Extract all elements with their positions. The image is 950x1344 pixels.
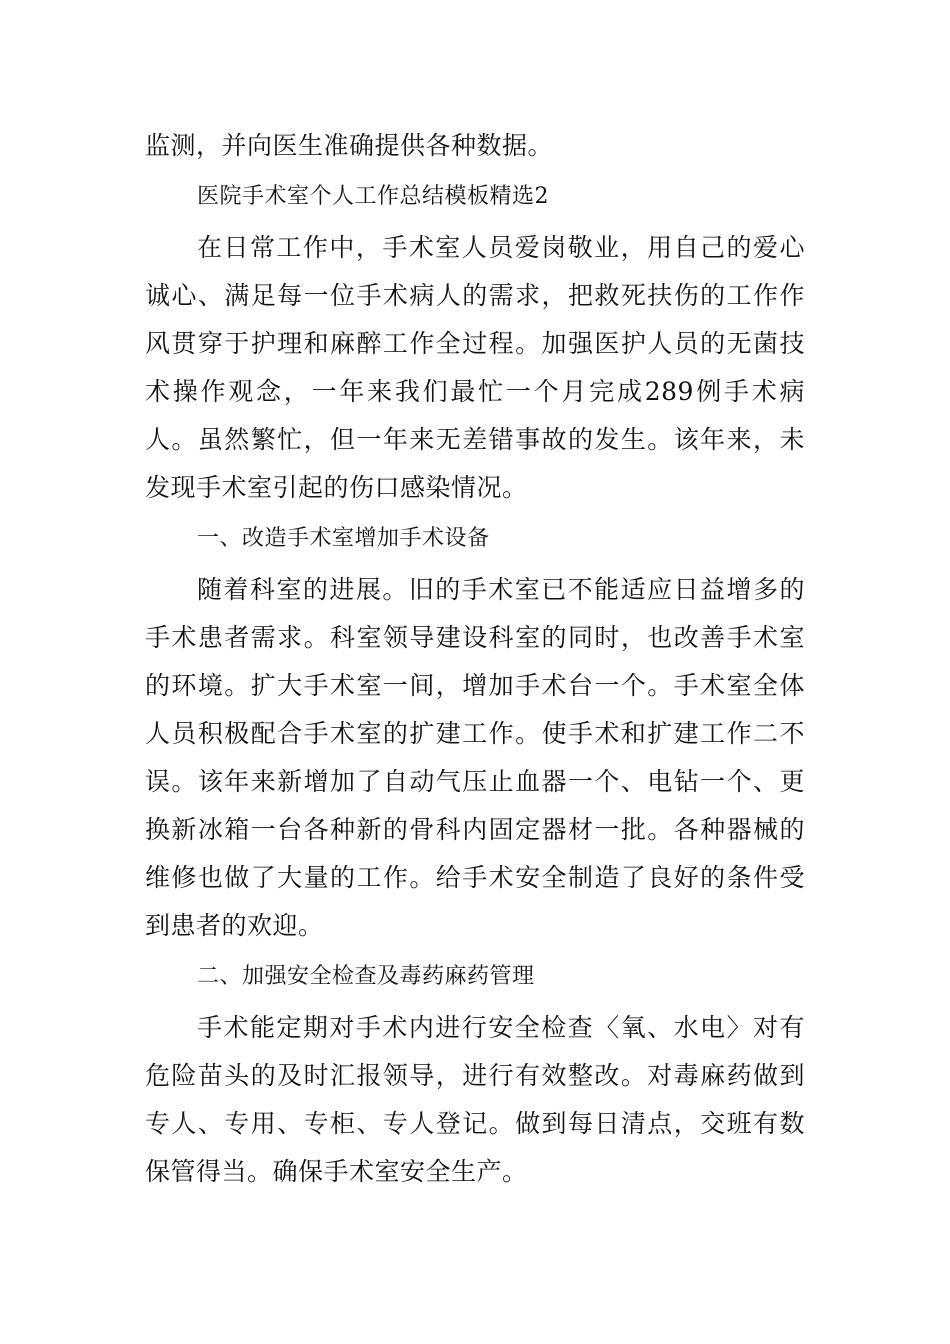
paragraph-section-2: 手术能定期对手术内进行安全检查〈氧、水电〉对有危险苗头的及时汇报领导，进行有效整改。对毒麻药做到专人、专用、专柜、专人登记。做到每日清点，交班有数保管得当。确保手术室安全生产。 — [145, 1013, 805, 1186]
section-title: 医院手术室个人工作总结模板精选2 — [197, 184, 549, 209]
heading-section-1: 一、改造手术室增加手术设备 — [197, 526, 490, 551]
document-body — [145, 122, 805, 1196]
paragraph-intro: 在日常工作中，手术室人员爱岗敬业，用自己的爱心诚心、满足每一位手术病人的需求，把救死扶伤的工作作风贯穿于护理和麻醉工作全过程。加强医护人员的无菌技术操作观念，一年来我们最忙一个月完成289例手术病人。虽然繁忙，但一年来无差错事故的发生。该年来，未发现手术室引起的伤口感染情况。 — [145, 233, 805, 502]
paragraph-continuation: 监测，并向医生准确提供各种数据。 — [145, 131, 554, 160]
paragraph-section-1: 随着科室的进展。旧的手术室已不能适应日益增多的手术患者需求。科室领导建设科室的同时，也改善手术室的环境。扩大手术室一间，增加手术台一个。手术室全体人员积极配合手术室的扩建工作。使手术和扩建工作二不误。该年来新增加了自动气压止血器一个、电钻一个、更换新冰箱一台各种新的骨科内固定器材一批。各种器械的维修也做了大量的工作。给手术安全制造了良好的条件受到患者的欢迎。 — [145, 575, 805, 940]
heading-section-2: 二、加强安全检查及毒药麻药管理 — [197, 964, 535, 989]
